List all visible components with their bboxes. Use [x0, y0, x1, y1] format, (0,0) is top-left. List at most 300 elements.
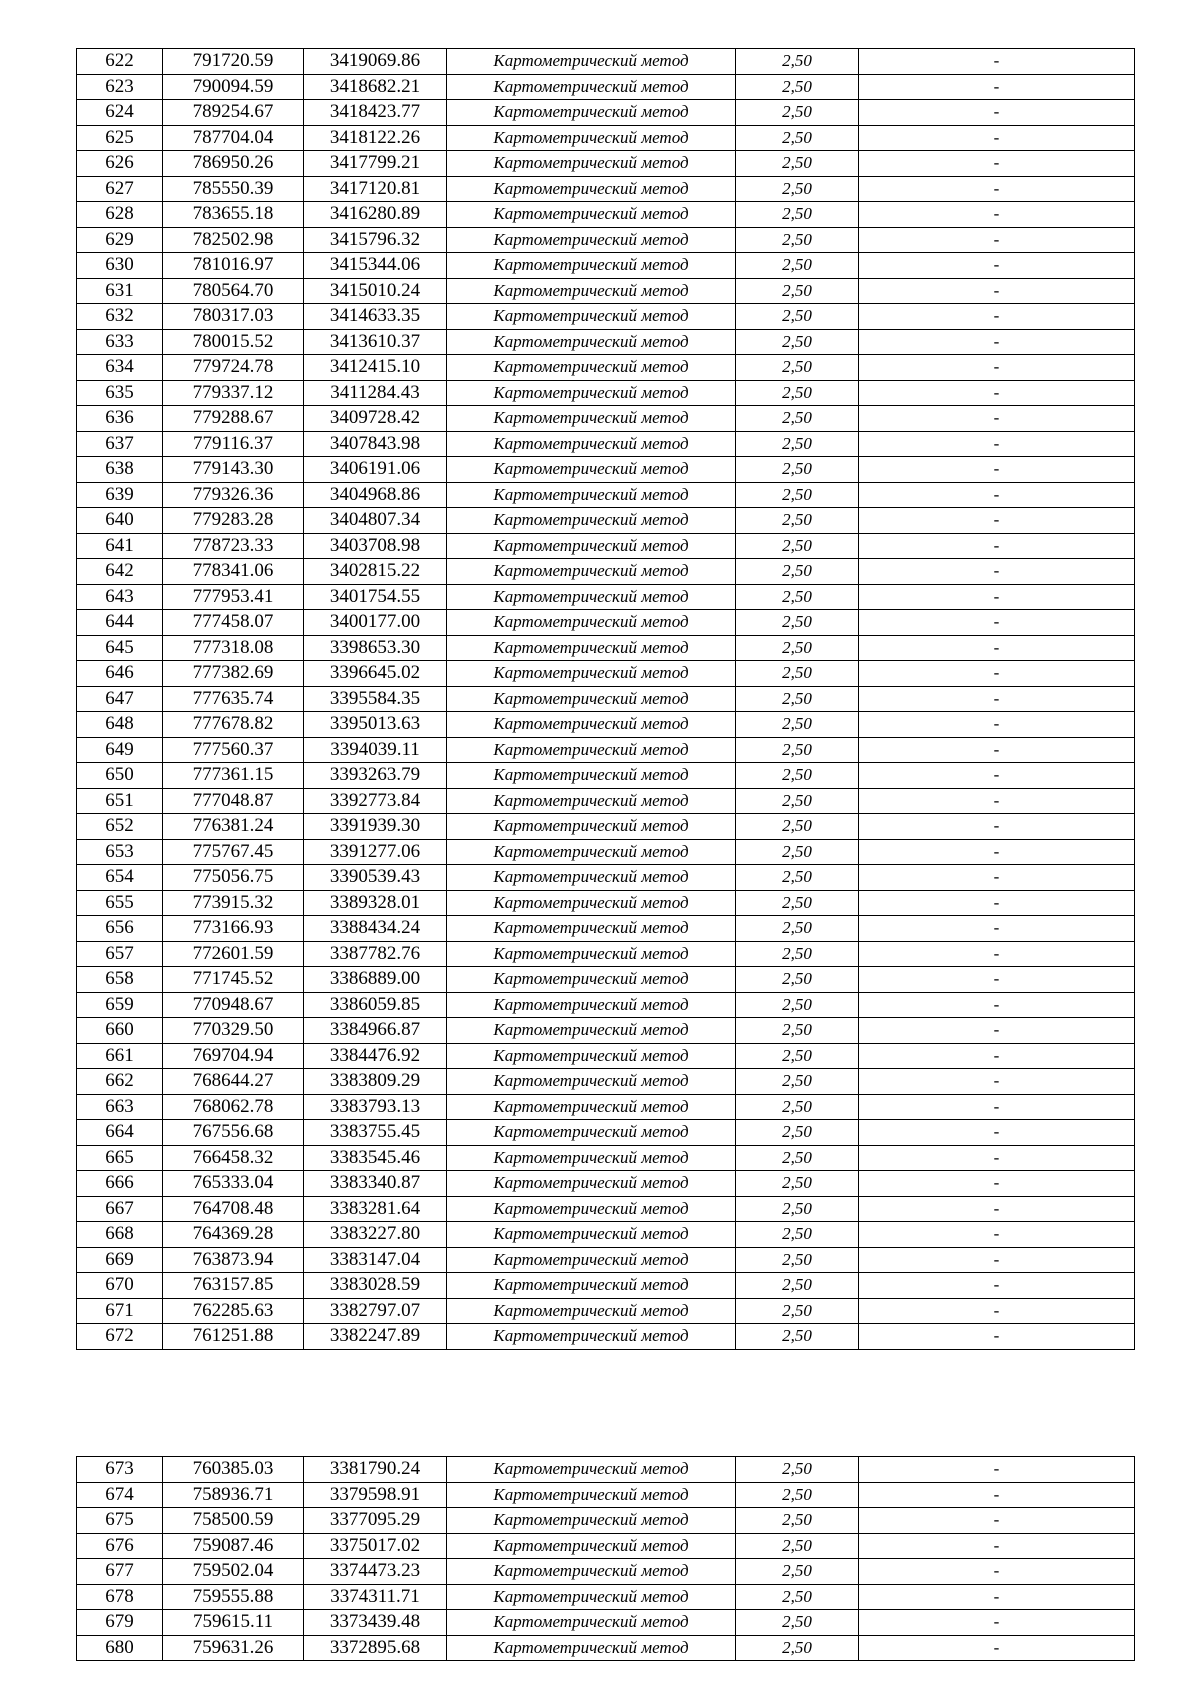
y-coordinate-cell: 3386889.00: [304, 967, 447, 993]
point-number-cell: 647: [77, 686, 163, 712]
table-row: [77, 1533, 1135, 1559]
note-cell: -: [859, 839, 1135, 865]
note-cell: -: [859, 380, 1135, 406]
point-number-cell: 674: [77, 1482, 163, 1508]
accuracy-cell: 2,50: [736, 533, 859, 559]
method-cell: Картометрический метод: [447, 1171, 736, 1197]
table-row: [77, 1298, 1135, 1324]
point-number-cell: 629: [77, 227, 163, 253]
method-cell: Картометрический метод: [447, 839, 736, 865]
accuracy-cell: 2,50: [736, 992, 859, 1018]
point-number-cell: 644: [77, 610, 163, 636]
x-coordinate-cell: 773915.32: [163, 890, 304, 916]
y-coordinate-cell: 3395584.35: [304, 686, 447, 712]
x-coordinate-cell: 759555.88: [163, 1584, 304, 1610]
table-row: [77, 814, 1135, 840]
y-coordinate-cell: 3377095.29: [304, 1508, 447, 1534]
y-coordinate-cell: 3394039.11: [304, 737, 447, 763]
note-cell: -: [859, 916, 1135, 942]
note-cell: -: [859, 1635, 1135, 1661]
method-cell: Картометрический метод: [447, 533, 736, 559]
method-cell: Картометрический метод: [447, 1298, 736, 1324]
accuracy-cell: 2,50: [736, 1069, 859, 1095]
table-row: [77, 533, 1135, 559]
method-cell: Картометрический метод: [447, 584, 736, 610]
y-coordinate-cell: 3415344.06: [304, 253, 447, 279]
table-row: [77, 941, 1135, 967]
table-row: [77, 1324, 1135, 1350]
x-coordinate-cell: 786950.26: [163, 151, 304, 177]
point-number-cell: 650: [77, 763, 163, 789]
method-cell: Картометрический метод: [447, 814, 736, 840]
x-coordinate-cell: 778341.06: [163, 559, 304, 585]
method-cell: Картометрический метод: [447, 227, 736, 253]
point-number-cell: 628: [77, 202, 163, 228]
accuracy-cell: 2,50: [736, 1533, 859, 1559]
method-cell: Картометрический метод: [447, 304, 736, 330]
x-coordinate-cell: 779143.30: [163, 457, 304, 483]
note-cell: -: [859, 1222, 1135, 1248]
note-cell: -: [859, 1559, 1135, 1585]
note-cell: -: [859, 865, 1135, 891]
x-coordinate-cell: 791720.59: [163, 49, 304, 75]
point-number-cell: 663: [77, 1094, 163, 1120]
x-coordinate-cell: 779337.12: [163, 380, 304, 406]
y-coordinate-cell: 3395013.63: [304, 712, 447, 738]
note-cell: -: [859, 1508, 1135, 1534]
y-coordinate-cell: 3374311.71: [304, 1584, 447, 1610]
point-number-cell: 679: [77, 1610, 163, 1636]
method-cell: Картометрический метод: [447, 355, 736, 381]
method-cell: Картометрический метод: [447, 686, 736, 712]
method-cell: Картометрический метод: [447, 992, 736, 1018]
y-coordinate-cell: 3383281.64: [304, 1196, 447, 1222]
point-number-cell: 624: [77, 100, 163, 126]
x-coordinate-cell: 766458.32: [163, 1145, 304, 1171]
note-cell: -: [859, 788, 1135, 814]
table-row: [77, 176, 1135, 202]
x-coordinate-cell: 785550.39: [163, 176, 304, 202]
point-number-cell: 666: [77, 1171, 163, 1197]
accuracy-cell: 2,50: [736, 1610, 859, 1636]
x-coordinate-cell: 759502.04: [163, 1559, 304, 1585]
accuracy-cell: 2,50: [736, 1298, 859, 1324]
x-coordinate-cell: 777382.69: [163, 661, 304, 687]
note-cell: -: [859, 304, 1135, 330]
table-row: [77, 635, 1135, 661]
y-coordinate-cell: 3383340.87: [304, 1171, 447, 1197]
note-cell: -: [859, 1043, 1135, 1069]
accuracy-cell: 2,50: [736, 304, 859, 330]
x-coordinate-cell: 759615.11: [163, 1610, 304, 1636]
accuracy-cell: 2,50: [736, 559, 859, 585]
y-coordinate-cell: 3398653.30: [304, 635, 447, 661]
table-row: [77, 151, 1135, 177]
point-number-cell: 639: [77, 482, 163, 508]
accuracy-cell: 2,50: [736, 406, 859, 432]
x-coordinate-cell: 777678.82: [163, 712, 304, 738]
x-coordinate-cell: 772601.59: [163, 941, 304, 967]
point-number-cell: 654: [77, 865, 163, 891]
y-coordinate-cell: 3373439.48: [304, 1610, 447, 1636]
y-coordinate-cell: 3384966.87: [304, 1018, 447, 1044]
method-cell: Картометрический метод: [447, 253, 736, 279]
table-row: [77, 278, 1135, 304]
table-row: [77, 508, 1135, 534]
point-number-cell: 645: [77, 635, 163, 661]
method-cell: Картометрический метод: [447, 1508, 736, 1534]
y-coordinate-cell: 3379598.91: [304, 1482, 447, 1508]
note-cell: -: [859, 941, 1135, 967]
point-number-cell: 662: [77, 1069, 163, 1095]
accuracy-cell: 2,50: [736, 610, 859, 636]
note-cell: -: [859, 661, 1135, 687]
method-cell: Картометрический метод: [447, 406, 736, 432]
accuracy-cell: 2,50: [736, 941, 859, 967]
x-coordinate-cell: 789254.67: [163, 100, 304, 126]
x-coordinate-cell: 780564.70: [163, 278, 304, 304]
point-number-cell: 657: [77, 941, 163, 967]
table-body: [77, 1457, 1135, 1661]
accuracy-cell: 2,50: [736, 1145, 859, 1171]
table-row: [77, 457, 1135, 483]
note-cell: -: [859, 1094, 1135, 1120]
x-coordinate-cell: 779283.28: [163, 508, 304, 534]
method-cell: Картометрический метод: [447, 1247, 736, 1273]
method-cell: Картометрический метод: [447, 788, 736, 814]
x-coordinate-cell: 762285.63: [163, 1298, 304, 1324]
y-coordinate-cell: 3404807.34: [304, 508, 447, 534]
method-cell: Картометрический метод: [447, 176, 736, 202]
table-row: [77, 1610, 1135, 1636]
accuracy-cell: 2,50: [736, 1559, 859, 1585]
method-cell: Картометрический метод: [447, 1043, 736, 1069]
accuracy-cell: 2,50: [736, 355, 859, 381]
table-row: [77, 1196, 1135, 1222]
table-row: [77, 712, 1135, 738]
y-coordinate-cell: 3418423.77: [304, 100, 447, 126]
accuracy-cell: 2,50: [736, 1222, 859, 1248]
accuracy-cell: 2,50: [736, 74, 859, 100]
point-number-cell: 659: [77, 992, 163, 1018]
y-coordinate-cell: 3383028.59: [304, 1273, 447, 1299]
point-number-cell: 643: [77, 584, 163, 610]
point-number-cell: 632: [77, 304, 163, 330]
point-number-cell: 671: [77, 1298, 163, 1324]
point-number-cell: 640: [77, 508, 163, 534]
point-number-cell: 680: [77, 1635, 163, 1661]
x-coordinate-cell: 779326.36: [163, 482, 304, 508]
method-cell: Картометрический метод: [447, 431, 736, 457]
table-row: [77, 916, 1135, 942]
method-cell: Картометрический метод: [447, 380, 736, 406]
note-cell: -: [859, 125, 1135, 151]
table-row: [77, 227, 1135, 253]
y-coordinate-cell: 3389328.01: [304, 890, 447, 916]
table-row: [77, 686, 1135, 712]
x-coordinate-cell: 760385.03: [163, 1457, 304, 1483]
y-coordinate-cell: 3388434.24: [304, 916, 447, 942]
y-coordinate-cell: 3403708.98: [304, 533, 447, 559]
note-cell: -: [859, 737, 1135, 763]
method-cell: Картометрический метод: [447, 1610, 736, 1636]
y-coordinate-cell: 3393263.79: [304, 763, 447, 789]
y-coordinate-cell: 3415796.32: [304, 227, 447, 253]
y-coordinate-cell: 3416280.89: [304, 202, 447, 228]
accuracy-cell: 2,50: [736, 508, 859, 534]
method-cell: Картометрический метод: [447, 1584, 736, 1610]
accuracy-cell: 2,50: [736, 763, 859, 789]
x-coordinate-cell: 759087.46: [163, 1533, 304, 1559]
note-cell: -: [859, 100, 1135, 126]
x-coordinate-cell: 777635.74: [163, 686, 304, 712]
x-coordinate-cell: 769704.94: [163, 1043, 304, 1069]
method-cell: Картометрический метод: [447, 1120, 736, 1146]
note-cell: -: [859, 329, 1135, 355]
point-number-cell: 675: [77, 1508, 163, 1534]
x-coordinate-cell: 770329.50: [163, 1018, 304, 1044]
table-row: [77, 1559, 1135, 1585]
table-row: [77, 482, 1135, 508]
y-coordinate-cell: 3409728.42: [304, 406, 447, 432]
y-coordinate-cell: 3411284.43: [304, 380, 447, 406]
method-cell: Картометрический метод: [447, 1559, 736, 1585]
table-row: [77, 1482, 1135, 1508]
point-number-cell: 665: [77, 1145, 163, 1171]
point-number-cell: 630: [77, 253, 163, 279]
method-cell: Картометрический метод: [447, 890, 736, 916]
accuracy-cell: 2,50: [736, 1171, 859, 1197]
y-coordinate-cell: 3382247.89: [304, 1324, 447, 1350]
point-number-cell: 661: [77, 1043, 163, 1069]
accuracy-cell: 2,50: [736, 1018, 859, 1044]
method-cell: Картометрический метод: [447, 1196, 736, 1222]
accuracy-cell: 2,50: [736, 737, 859, 763]
method-cell: Картометрический метод: [447, 74, 736, 100]
note-cell: -: [859, 1610, 1135, 1636]
y-coordinate-cell: 3382797.07: [304, 1298, 447, 1324]
y-coordinate-cell: 3404968.86: [304, 482, 447, 508]
y-coordinate-cell: 3418682.21: [304, 74, 447, 100]
method-cell: Картометрический метод: [447, 1635, 736, 1661]
table-row: [77, 125, 1135, 151]
note-cell: -: [859, 712, 1135, 738]
method-cell: Картометрический метод: [447, 1145, 736, 1171]
x-coordinate-cell: 765333.04: [163, 1171, 304, 1197]
point-number-cell: 653: [77, 839, 163, 865]
y-coordinate-cell: 3400177.00: [304, 610, 447, 636]
accuracy-cell: 2,50: [736, 967, 859, 993]
accuracy-cell: 2,50: [736, 1482, 859, 1508]
table-row: [77, 49, 1135, 75]
x-coordinate-cell: 763873.94: [163, 1247, 304, 1273]
x-coordinate-cell: 777458.07: [163, 610, 304, 636]
note-cell: -: [859, 74, 1135, 100]
x-coordinate-cell: 777560.37: [163, 737, 304, 763]
point-number-cell: 667: [77, 1196, 163, 1222]
table-row: [77, 1273, 1135, 1299]
note-cell: -: [859, 1324, 1135, 1350]
coordinates-table-2: [76, 1456, 1135, 1661]
point-number-cell: 649: [77, 737, 163, 763]
accuracy-cell: 2,50: [736, 49, 859, 75]
point-number-cell: 637: [77, 431, 163, 457]
method-cell: Картометрический метод: [447, 967, 736, 993]
accuracy-cell: 2,50: [736, 661, 859, 687]
note-cell: -: [859, 227, 1135, 253]
point-number-cell: 670: [77, 1273, 163, 1299]
accuracy-cell: 2,50: [736, 788, 859, 814]
y-coordinate-cell: 3417799.21: [304, 151, 447, 177]
accuracy-cell: 2,50: [736, 329, 859, 355]
note-cell: -: [859, 253, 1135, 279]
x-coordinate-cell: 777361.15: [163, 763, 304, 789]
x-coordinate-cell: 768062.78: [163, 1094, 304, 1120]
accuracy-cell: 2,50: [736, 482, 859, 508]
note-cell: -: [859, 559, 1135, 585]
y-coordinate-cell: 3383545.46: [304, 1145, 447, 1171]
table-row: [77, 890, 1135, 916]
table-row: [77, 1145, 1135, 1171]
point-number-cell: 660: [77, 1018, 163, 1044]
accuracy-cell: 2,50: [736, 176, 859, 202]
method-cell: Картометрический метод: [447, 916, 736, 942]
table-row: [77, 355, 1135, 381]
accuracy-cell: 2,50: [736, 1094, 859, 1120]
method-cell: Картометрический метод: [447, 151, 736, 177]
note-cell: -: [859, 814, 1135, 840]
point-number-cell: 641: [77, 533, 163, 559]
note-cell: -: [859, 635, 1135, 661]
y-coordinate-cell: 3401754.55: [304, 584, 447, 610]
y-coordinate-cell: 3392773.84: [304, 788, 447, 814]
point-number-cell: 673: [77, 1457, 163, 1483]
table-row: [77, 788, 1135, 814]
method-cell: Картометрический метод: [447, 1533, 736, 1559]
accuracy-cell: 2,50: [736, 890, 859, 916]
table-row: [77, 661, 1135, 687]
table-row: [77, 100, 1135, 126]
method-cell: Картометрический метод: [447, 49, 736, 75]
table-row: [77, 584, 1135, 610]
point-number-cell: 625: [77, 125, 163, 151]
coordinates-table-1: [76, 48, 1135, 1350]
x-coordinate-cell: 775056.75: [163, 865, 304, 891]
x-coordinate-cell: 773166.93: [163, 916, 304, 942]
x-coordinate-cell: 764708.48: [163, 1196, 304, 1222]
y-coordinate-cell: 3414633.35: [304, 304, 447, 330]
method-cell: Картометрический метод: [447, 610, 736, 636]
accuracy-cell: 2,50: [736, 839, 859, 865]
table-row: [77, 1508, 1135, 1534]
x-coordinate-cell: 758500.59: [163, 1508, 304, 1534]
table-row: [77, 1457, 1135, 1483]
point-number-cell: 672: [77, 1324, 163, 1350]
table-row: [77, 839, 1135, 865]
note-cell: -: [859, 1196, 1135, 1222]
table-row: [77, 865, 1135, 891]
x-coordinate-cell: 787704.04: [163, 125, 304, 151]
note-cell: -: [859, 584, 1135, 610]
table-row: [77, 1069, 1135, 1095]
method-cell: Картометрический метод: [447, 1018, 736, 1044]
y-coordinate-cell: 3396645.02: [304, 661, 447, 687]
table-row: [77, 1584, 1135, 1610]
y-coordinate-cell: 3383147.04: [304, 1247, 447, 1273]
x-coordinate-cell: 781016.97: [163, 253, 304, 279]
table-row: [77, 380, 1135, 406]
point-number-cell: 651: [77, 788, 163, 814]
method-cell: Картометрический метод: [447, 125, 736, 151]
table-row: [77, 763, 1135, 789]
x-coordinate-cell: 767556.68: [163, 1120, 304, 1146]
point-number-cell: 636: [77, 406, 163, 432]
y-coordinate-cell: 3413610.37: [304, 329, 447, 355]
accuracy-cell: 2,50: [736, 1273, 859, 1299]
y-coordinate-cell: 3383755.45: [304, 1120, 447, 1146]
note-cell: -: [859, 278, 1135, 304]
point-number-cell: 635: [77, 380, 163, 406]
y-coordinate-cell: 3390539.43: [304, 865, 447, 891]
table-row: [77, 1247, 1135, 1273]
y-coordinate-cell: 3384476.92: [304, 1043, 447, 1069]
note-cell: -: [859, 1069, 1135, 1095]
x-coordinate-cell: 771745.52: [163, 967, 304, 993]
accuracy-cell: 2,50: [736, 865, 859, 891]
note-cell: -: [859, 431, 1135, 457]
table-row: [77, 329, 1135, 355]
accuracy-cell: 2,50: [736, 1324, 859, 1350]
accuracy-cell: 2,50: [736, 1043, 859, 1069]
method-cell: Картометрический метод: [447, 1094, 736, 1120]
y-coordinate-cell: 3415010.24: [304, 278, 447, 304]
accuracy-cell: 2,50: [736, 380, 859, 406]
x-coordinate-cell: 779288.67: [163, 406, 304, 432]
point-number-cell: 638: [77, 457, 163, 483]
x-coordinate-cell: 777318.08: [163, 635, 304, 661]
accuracy-cell: 2,50: [736, 457, 859, 483]
y-coordinate-cell: 3374473.23: [304, 1559, 447, 1585]
accuracy-cell: 2,50: [736, 686, 859, 712]
note-cell: -: [859, 1120, 1135, 1146]
accuracy-cell: 2,50: [736, 1196, 859, 1222]
point-number-cell: 656: [77, 916, 163, 942]
x-coordinate-cell: 783655.18: [163, 202, 304, 228]
accuracy-cell: 2,50: [736, 100, 859, 126]
x-coordinate-cell: 768644.27: [163, 1069, 304, 1095]
accuracy-cell: 2,50: [736, 125, 859, 151]
x-coordinate-cell: 790094.59: [163, 74, 304, 100]
table-row: [77, 559, 1135, 585]
accuracy-cell: 2,50: [736, 1508, 859, 1534]
accuracy-cell: 2,50: [736, 1635, 859, 1661]
y-coordinate-cell: 3381790.24: [304, 1457, 447, 1483]
point-number-cell: 664: [77, 1120, 163, 1146]
table-row: [77, 967, 1135, 993]
method-cell: Картометрический метод: [447, 1482, 736, 1508]
x-coordinate-cell: 775767.45: [163, 839, 304, 865]
note-cell: -: [859, 176, 1135, 202]
x-coordinate-cell: 761251.88: [163, 1324, 304, 1350]
note-cell: -: [859, 763, 1135, 789]
y-coordinate-cell: 3375017.02: [304, 1533, 447, 1559]
accuracy-cell: 2,50: [736, 814, 859, 840]
method-cell: Картометрический метод: [447, 1222, 736, 1248]
note-cell: -: [859, 1273, 1135, 1299]
table-row: [77, 406, 1135, 432]
note-cell: -: [859, 1298, 1135, 1324]
table-row: [77, 1094, 1135, 1120]
